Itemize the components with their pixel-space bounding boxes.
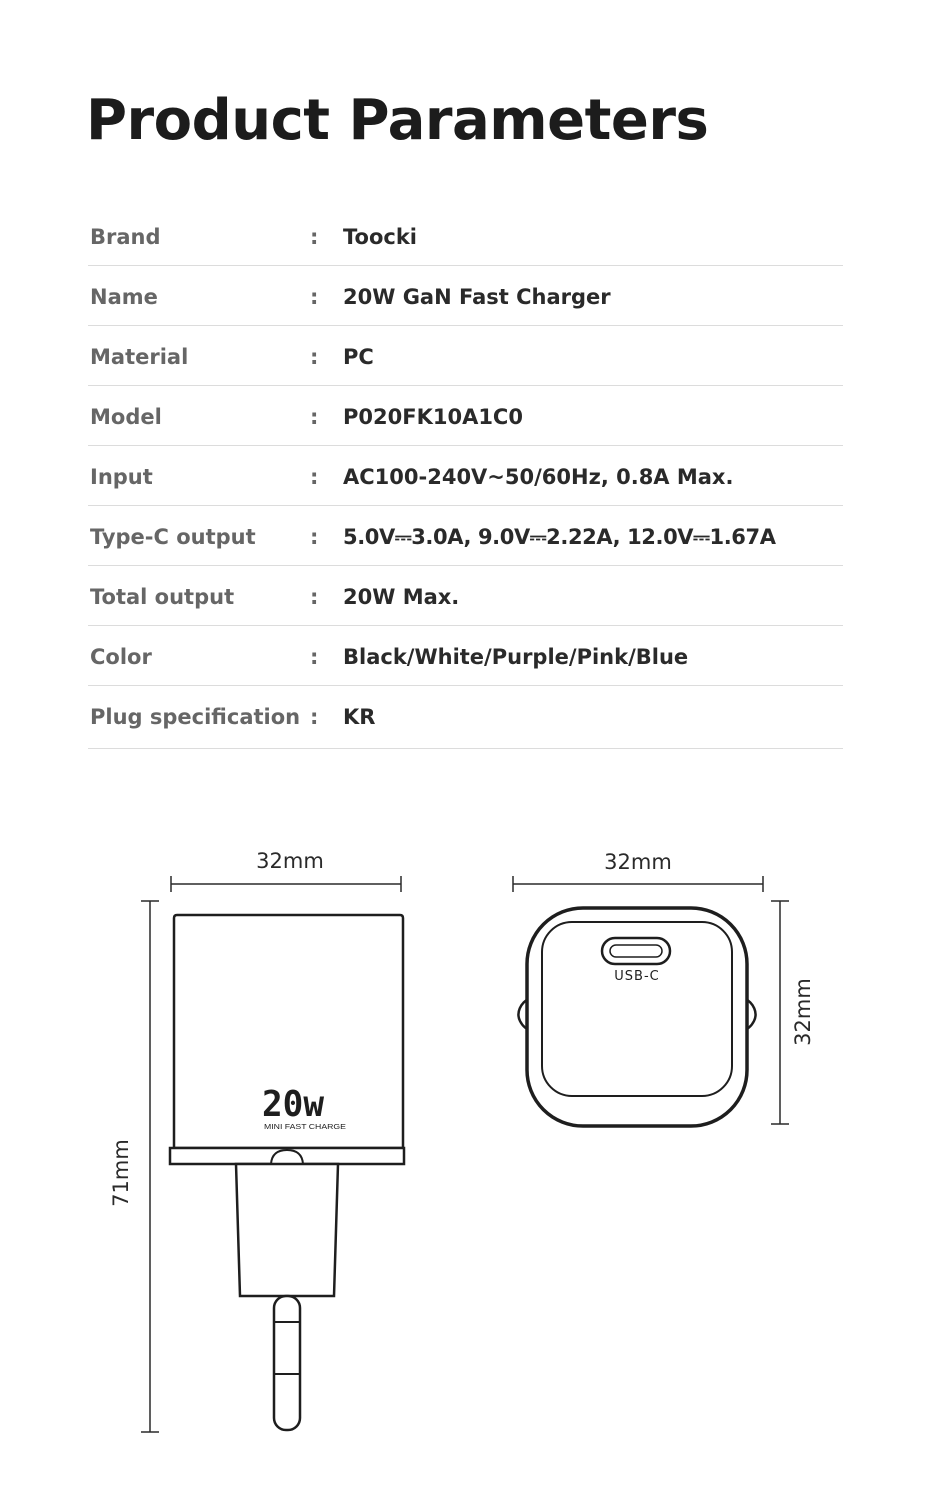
port-label: USB-C <box>614 969 660 984</box>
spec-colon: : <box>310 645 319 669</box>
spec-label: Plug specification <box>90 705 301 729</box>
spec-value: 5.0V⎓3.0A, 9.0V⎓2.22A, 12.0V⎓1.67A <box>343 525 776 549</box>
spec-label: Material <box>90 345 189 369</box>
spec-colon: : <box>310 225 319 249</box>
front-height-label: 32mm <box>791 978 815 1046</box>
spec-value: Toocki <box>343 225 418 249</box>
charger-side-view <box>170 915 404 1430</box>
front-width-label: 32mm <box>604 850 672 874</box>
spec-value: 20W Max. <box>343 585 460 609</box>
spec-value: AC100-240V~50/60Hz, 0.8A Max. <box>343 465 734 489</box>
spec-label: Name <box>90 285 158 309</box>
front-width-dimension <box>513 876 763 892</box>
page-title: Product Parameters <box>86 88 709 153</box>
spec-colon: : <box>310 525 319 549</box>
spec-label: Input <box>90 465 153 489</box>
side-width-dimension <box>171 876 401 892</box>
spec-colon: : <box>310 345 319 369</box>
spec-label: Type-C output <box>90 525 256 549</box>
logo-text: 20w <box>262 1084 325 1125</box>
spec-colon: : <box>310 705 319 729</box>
spec-value: KR <box>343 705 376 729</box>
side-height-dimension <box>141 901 159 1432</box>
spec-label: Total output <box>90 585 235 609</box>
spec-value: 20W GaN Fast Charger <box>343 285 611 309</box>
spec-colon: : <box>310 405 319 429</box>
spec-label: Color <box>90 645 152 669</box>
spec-value: Black/White/Purple/Pink/Blue <box>343 645 689 669</box>
spec-label: Brand <box>90 225 161 249</box>
logo-subtext: MINI FAST CHARGE <box>264 1122 346 1131</box>
side-height-label: 71mm <box>109 1139 133 1207</box>
spec-colon: : <box>310 585 319 609</box>
spec-label: Model <box>90 405 162 429</box>
spec-value: P020FK10A1C0 <box>343 405 523 429</box>
spec-colon: : <box>310 465 319 489</box>
spec-value: PC <box>343 345 374 369</box>
front-height-dimension <box>771 901 789 1124</box>
spec-colon: : <box>310 285 319 309</box>
side-width-label: 32mm <box>256 849 324 873</box>
